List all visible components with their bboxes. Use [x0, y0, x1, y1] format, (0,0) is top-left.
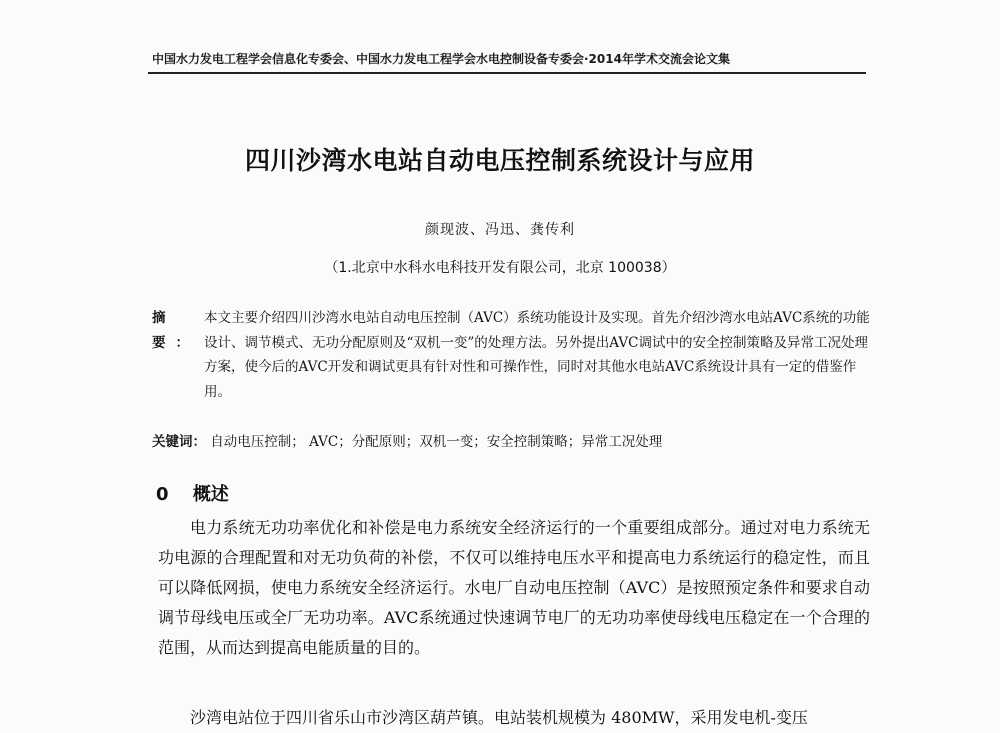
- body-paragraph: 沙湾电站位于四川省乐山市沙湾区葫芦镇。电站装机规模为 480MW，采用发电机-变压: [190, 708, 808, 727]
- running-header: 中国水力发电工程学会信息化专委会、中国水力发电工程学会水电控制设备专委会·2014年学术交流会论文集: [152, 52, 730, 66]
- paper-affiliation: （1.北京中水科水电科技开发有限公司，北京 100038）: [324, 260, 676, 276]
- header-rule: [148, 72, 866, 74]
- section-heading: [156, 480, 229, 506]
- body-paragraph: 电力系统无功功率优化和补偿是电力系统安全经济运行的一个重要组成部分。通过对电力系统无功电源的合理配置和对无功负荷的补偿，不仅可以维持电压水平和提高电力系统运行的稳定性，而且可以降低网损，使电力系统安全经济运行。水电厂自动电压控制（AVC）是按照预定条件和要求自动调节母线电压或全厂无功功率。AVC系统通过快速调节电厂的无功功率使母线电压稳定在一个合理的范围，从而达到提高电能质量的目的。: [158, 518, 870, 657]
- keywords-text: 自动电压控制； AVC；分配原则；双机一变；安全控制策略；异常工况处理: [210, 434, 663, 450]
- paper-authors: 颜现波、冯迅、龚传利: [425, 222, 575, 238]
- abstract-text: 本文主要介绍四川沙湾水电站自动电压控制（AVC）系统功能设计及实现。首先介绍沙湾水电站AVC系统的功能设计、调节模式、无功分配原则及“双机一变”的处理方法。另外提出AVC调试中的安全控制策略及异常工况处理方案，使今后的AVC开发和调试更具有针对性和可操作性，同时对其他水电站AVC系统设计具有一定的借鉴作用。: [204, 310, 870, 400]
- section-title: 概述: [192, 484, 229, 505]
- keywords-label: 关键词：: [152, 434, 206, 450]
- paper-title: 四川沙湾水电站自动电压控制系统设计与应用: [244, 146, 755, 175]
- keywords-block: [152, 430, 872, 450]
- abstract-block: [152, 306, 872, 404]
- abstract-label: 摘要：: [152, 310, 199, 351]
- section-number: 0: [156, 484, 169, 505]
